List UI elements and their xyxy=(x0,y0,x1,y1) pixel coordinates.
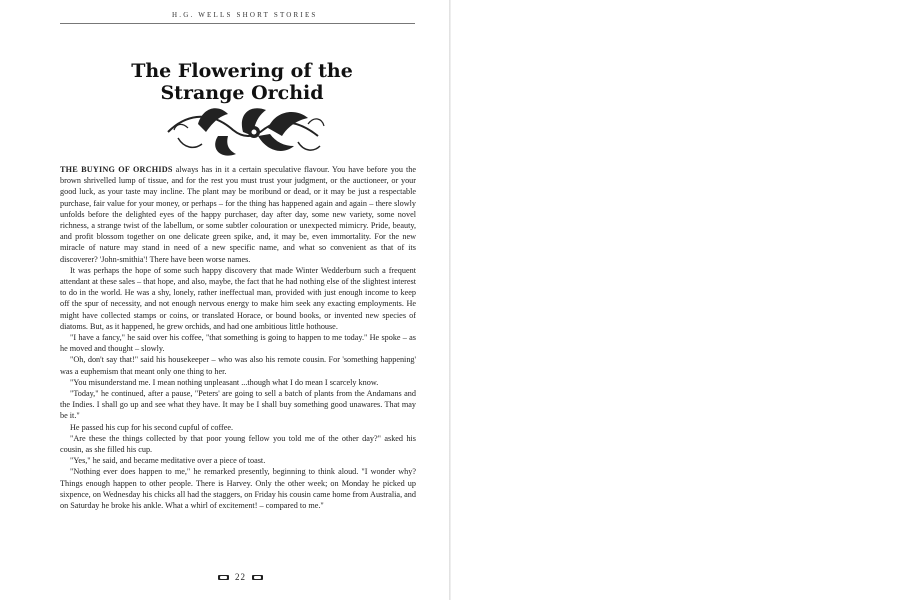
paragraph: "Yes," he said, and became meditative over a piece of toast. xyxy=(70,456,266,466)
lead-in: THE BUYING OF ORCHIDS xyxy=(60,165,173,174)
running-head-left: H.G. WELLS SHORT STORIES xyxy=(172,11,318,19)
paragraph: "Today," he continued, after a pause, "Peters' are going to sell a batch of plants from the Andamans and the Indies. I shall go up and see what they have. It may be I shall buy something good unawares. That may be it." xyxy=(60,389,416,421)
page-number-left xyxy=(218,572,263,582)
chapter-title-line-1: The Flowering of the xyxy=(131,60,353,82)
paragraph: "Nothing ever does happen to me," he remarked presently, beginning to think aloud. "I wonder why? Things enough happen to other people. There is Harvey. Only the other week; on Monday he picked up sixpence, on Wednesday his chicks all had the staggers, on Friday his cousin came home from Australia, and on Saturday he broke his ankle. What a whirl of excitement! – compared to me." xyxy=(60,467,416,511)
left-body-text xyxy=(60,164,416,511)
paragraph: "Oh, don't say that!" said his housekeeper – who was also his remote cousin. For 'something happening' was a euphemism that meant only one thing to her. xyxy=(60,355,416,376)
header-rule-left xyxy=(60,23,415,24)
paragraph-text: always has in it a certain speculative flavour. You have before you the brown shrivelled lump of tissue, and for the rest you must trust your judgment, or the auctioneer, or your good luck, as your taste may incline. The plant may be moribund or dead, or it may be just a respectable purchase, fair value for your money, or perhaps – for the thing has happened again and again – there slowly unfolds before the delighted eyes of the happy purchaser, day after day, some new variety, some novel richness, a strange twist of the labellum, or some subtler colouration or unexpected mimicry. Pride, beauty, and profit blossom together on one delicate green spike, and, it may be, even immortality. For the new miracle of nature may stand in need of a new specific name, and what so convenient as that of its discoverer? 'John-smithia'! There have been worse names. xyxy=(60,165,416,264)
paragraph xyxy=(60,164,416,265)
paragraph: "I have a fancy," he said over his coffee, "that something is going to happen to me today." He spoke – as he moved and thought – slowly. xyxy=(60,333,416,354)
paragraph: It was perhaps the hope of some such happy discovery that made Winter Wedderburn such a frequent attendant at these sales – that hope, and also, maybe, the fact that he had nothing else of the slightest interest to do in the world. He was a shy, lonely, rather ineffectual man, provided with just enough income to keep off the spur of necessity, and not enough nervous energy to make him seek any exacting employments. He might have collected stamps or coins, or translated Horace, or bound books, or invented new species of diatoms. But, as it happened, he grew orchids, and had one ambitious little hothouse. xyxy=(60,265,416,331)
chapter-title xyxy=(0,60,450,104)
chapter-title-line-2: Strange Orchid xyxy=(160,82,324,104)
paragraph: "Are these the things collected by that poor young fellow you told me of the other day?" asked his cousin, as she filled his cup. xyxy=(60,433,416,455)
paragraph: He passed his cup for his second cupful of coffee. xyxy=(70,422,234,432)
orchid-ornament-icon xyxy=(158,102,328,162)
paragraph: "You misunderstand me. I mean nothing unpleasant ...though what I do mean I scarcely know. xyxy=(70,377,379,387)
right-page xyxy=(450,0,900,600)
folio-ornament-icon xyxy=(218,575,229,580)
page-number: 22 xyxy=(235,572,246,582)
folio-ornament-icon xyxy=(252,575,263,580)
